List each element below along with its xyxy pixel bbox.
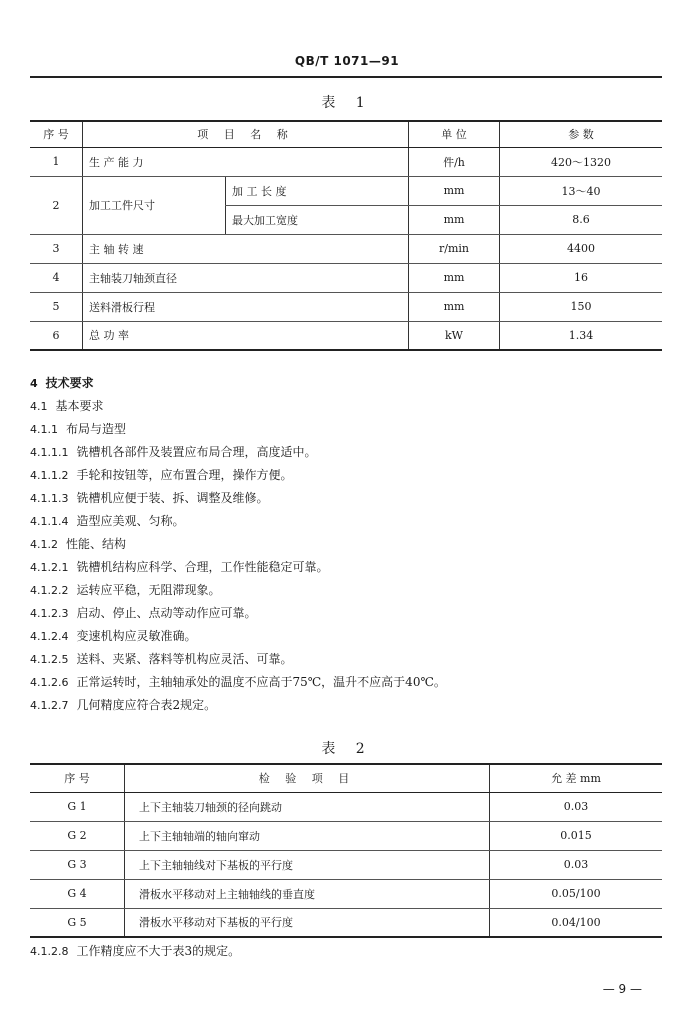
- clause-number: 4.1.2.7: [30, 699, 69, 712]
- table1-header-name: 项 目 名 称: [83, 121, 409, 147]
- clause-number: 4.1: [30, 400, 48, 413]
- table-row: [30, 792, 662, 821]
- clause-number: 4.1.1: [30, 423, 58, 436]
- table-row: [30, 147, 662, 176]
- clause-line: [30, 602, 662, 625]
- row-value: 8.6: [500, 205, 663, 234]
- row-tolerance: 0.04/100: [490, 908, 663, 937]
- clause-number: 4.1.1.3: [30, 492, 69, 505]
- row-name: 主 轴 转 速: [83, 234, 409, 263]
- clause-text: 基本要求: [55, 399, 104, 413]
- table-row: [30, 176, 662, 205]
- row-item: 上下主轴装刀轴颈的径向跳动: [125, 792, 490, 821]
- table-row: [30, 263, 662, 292]
- row-no: 1: [30, 147, 83, 176]
- row-no: G 5: [30, 908, 125, 937]
- clause-line: [30, 533, 662, 556]
- table-row: [30, 234, 662, 263]
- table-row: [30, 821, 662, 850]
- row-unit: mm: [409, 205, 500, 234]
- header-rule: [30, 76, 662, 78]
- clause-number: 4: [30, 377, 38, 390]
- table-row: [30, 292, 662, 321]
- clause-number: 4.1.2.5: [30, 653, 69, 666]
- row-value: 13～40: [500, 176, 663, 205]
- row-no: G 1: [30, 792, 125, 821]
- row-value: 4400: [500, 234, 663, 263]
- row-item: 上下主轴轴端的轴向窜动: [125, 821, 490, 850]
- clause-line: [30, 487, 662, 510]
- clause-number: 4.1.2.3: [30, 607, 69, 620]
- table1: [30, 120, 662, 351]
- row-no: 6: [30, 321, 83, 350]
- row-unit: r/min: [409, 234, 500, 263]
- clause-number: 4.1.2.4: [30, 630, 69, 643]
- requirements-text: [30, 372, 662, 717]
- table2-header-tolerance: 允 差 mm: [490, 764, 663, 792]
- clause-line: [30, 395, 662, 418]
- row-value: 420～1320: [500, 147, 663, 176]
- table2-header-row: [30, 764, 662, 792]
- table-row: [30, 321, 662, 350]
- clause-text: 几何精度应符合表2规定。: [76, 698, 217, 712]
- row-name: 总 功 率: [83, 321, 409, 350]
- clause-text: 工作精度应不大于表3的规定。: [76, 944, 241, 958]
- table1-header-row: [30, 121, 662, 147]
- clause-line: [30, 418, 662, 441]
- row-no: G 2: [30, 821, 125, 850]
- clause-line: [30, 648, 662, 671]
- clause-line: [30, 942, 240, 959]
- row-no: G 3: [30, 850, 125, 879]
- row-tolerance: 0.03: [490, 792, 663, 821]
- row-tolerance: 0.05/100: [490, 879, 663, 908]
- row-value: 150: [500, 292, 663, 321]
- clause-line: [30, 671, 662, 694]
- row-name: 送料滑板行程: [83, 292, 409, 321]
- table2-header-item: 检 验 项 目: [125, 764, 490, 792]
- table-row: [30, 879, 662, 908]
- row-value: 1.34: [500, 321, 663, 350]
- row-item: 滑板水平移动对上主轴轴线的垂直度: [125, 879, 490, 908]
- clause-line: [30, 556, 662, 579]
- table1-header-value: 参 数: [500, 121, 663, 147]
- clause-number: 4.1.2: [30, 538, 58, 551]
- table1-header-no: 序 号: [30, 121, 83, 147]
- clause-text: 铣槽机结构应科学、合理，工作性能稳定可靠。: [76, 560, 329, 574]
- clause-text: 布局与造型: [66, 422, 127, 436]
- clause-text: 正常运转时，主轴轴承处的温度不应高于75℃，温升不应高于40℃。: [76, 675, 446, 689]
- row-unit: kW: [409, 321, 500, 350]
- clause-text: 铣槽机应便于装、拆、调整及维修。: [76, 491, 269, 505]
- clause-line: [30, 464, 662, 487]
- table1-header-unit: 单 位: [409, 121, 500, 147]
- table1-title: 表 1: [321, 95, 373, 111]
- row-no: 4: [30, 263, 83, 292]
- row-tolerance: 0.015: [490, 821, 663, 850]
- table2: [30, 763, 662, 938]
- row-value: 16: [500, 263, 663, 292]
- row-no: 2: [30, 176, 83, 234]
- clause-number: 4.1.2.8: [30, 945, 69, 958]
- clause-line: [30, 441, 662, 464]
- clause-text: 送料、夹紧、落料等机构应灵活、可靠。: [76, 652, 293, 666]
- clause-text: 变速机构应灵敏准确。: [76, 629, 197, 643]
- row-tolerance: 0.03: [490, 850, 663, 879]
- clause-number: 4.1.1.2: [30, 469, 69, 482]
- row-name: 加工工件尺寸: [83, 176, 226, 234]
- row-unit: mm: [409, 292, 500, 321]
- clause-line: [30, 694, 662, 717]
- row-name: 生 产 能 力: [83, 147, 409, 176]
- row-no: 5: [30, 292, 83, 321]
- clause-line: [30, 579, 662, 602]
- row-unit: 件/h: [409, 147, 500, 176]
- page-number: — 9 —: [602, 982, 642, 996]
- table2-title: 表 2: [321, 741, 373, 757]
- clause-number: 4.1.2.6: [30, 676, 69, 689]
- clause-line: [30, 510, 662, 533]
- row-unit: mm: [409, 263, 500, 292]
- clause-number: 4.1.2.2: [30, 584, 69, 597]
- clause-text: 运转应平稳，无阻滞现象。: [76, 583, 221, 597]
- clause-text: 手轮和按钮等，应布置合理，操作方便。: [76, 468, 293, 482]
- row-sub-name: 加 工 长 度: [226, 176, 409, 205]
- row-no: G 4: [30, 879, 125, 908]
- clause-text: 铣槽机各部件及装置应布局合理，高度适中。: [76, 445, 317, 459]
- table-row: [30, 908, 662, 937]
- row-item: 滑板水平移动对下基板的平行度: [125, 908, 490, 937]
- clause-text: 性能、结构: [66, 537, 127, 551]
- clause-text: 启动、停止、点动等动作应可靠。: [76, 606, 257, 620]
- table-row: [30, 850, 662, 879]
- table2-header-no: 序 号: [30, 764, 125, 792]
- clause-number: 4.1.1.4: [30, 515, 69, 528]
- clause-text: 造型应美观、匀称。: [76, 514, 185, 528]
- row-item: 上下主轴轴线对下基板的平行度: [125, 850, 490, 879]
- row-no: 3: [30, 234, 83, 263]
- clause-number: 4.1.1.1: [30, 446, 69, 459]
- row-sub-name: 最大加工宽度: [226, 205, 409, 234]
- clause-line: [30, 625, 662, 648]
- row-unit: mm: [409, 176, 500, 205]
- standard-number-header: QB/T 1071—91: [294, 54, 400, 68]
- clause-number: 4.1.2.1: [30, 561, 69, 574]
- section-heading: [30, 372, 662, 395]
- clause-text: 技术要求: [45, 376, 94, 390]
- row-name: 主轴装刀轴颈直径: [83, 263, 409, 292]
